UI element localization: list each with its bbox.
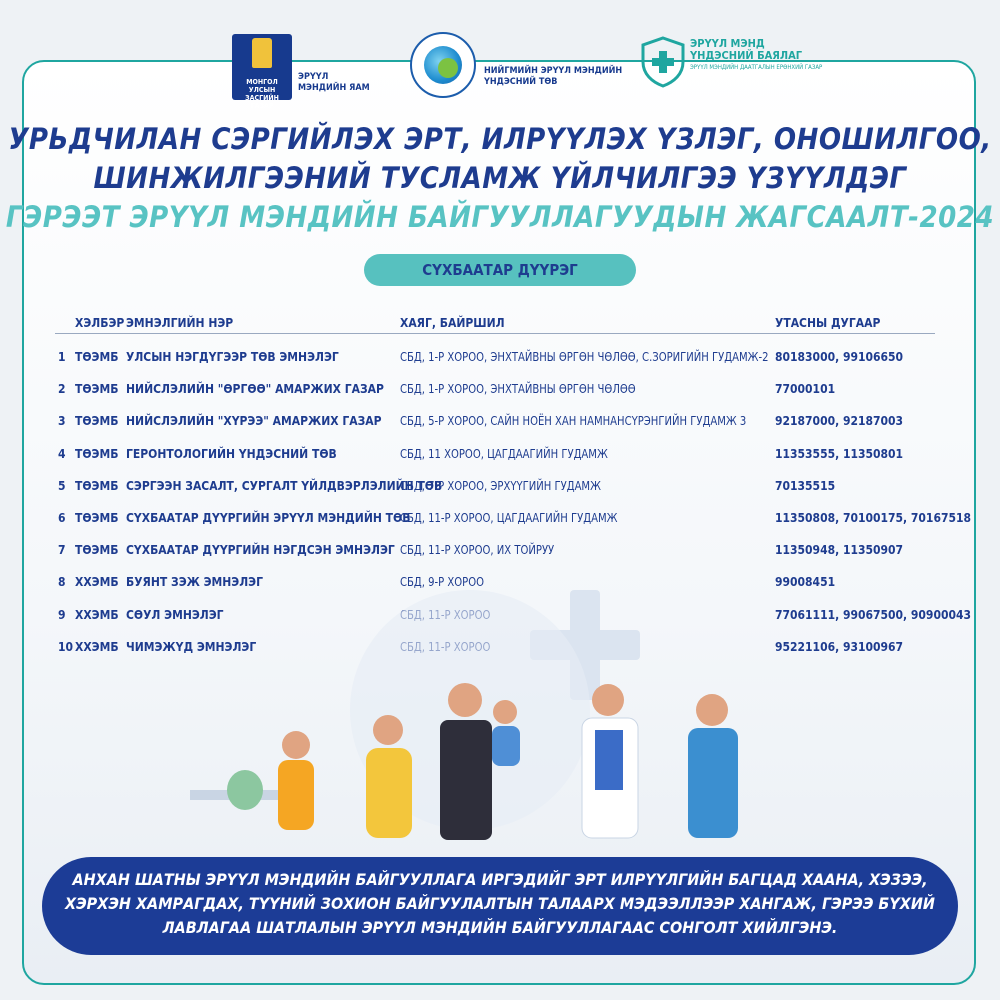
- header-divider: [55, 333, 935, 334]
- row-address: СБД, 11-Р ХОРОО, ИХ ТОЙРУУ: [400, 543, 555, 558]
- insurance-name: [690, 38, 802, 62]
- ministry-name-line1: ЭРҮҮЛ: [298, 72, 329, 82]
- soyombo-emblem-icon: [252, 38, 272, 68]
- row-address: СБД, 11-Р ХОРОО, ЦАГДААГИЙН ГУДАМЖ: [400, 511, 618, 525]
- table-row: [0, 350, 1000, 372]
- row-phone: 11350808, 70100175, 70167518: [775, 511, 971, 525]
- row-address: СБД, 9-Р ХОРОО: [400, 575, 485, 590]
- shield-cross-icon: [640, 36, 686, 88]
- row-number: 2: [58, 382, 66, 397]
- row-address: СБД, 1-Р ХОРОО, ЭНХТАЙВНЫ ӨРГӨН ЧӨЛӨӨ: [400, 382, 636, 397]
- row-number: 7: [58, 543, 66, 558]
- table-row: [0, 447, 1000, 469]
- row-number: 8: [58, 575, 66, 590]
- row-clinic-name: СӨУЛ ЭМНЭЛЭГ: [126, 607, 224, 622]
- header-phone: УТАСНЫ ДУГААР: [775, 316, 881, 330]
- banner-line-3: ЛАВЛАГАА ШАТЛАЛЫН ЭРҮҮЛ МЭНДИЙН БАЙГУУЛЛАГААС СОНГОЛТ ХИЙЛГЭНЭ.: [162, 918, 838, 937]
- ministry-emblem-text: МОНГОЛ УЛСЫН ЗАСГИЙН ГАЗАР: [245, 78, 279, 110]
- row-type: ТӨЭМБ: [75, 478, 119, 493]
- row-type: ТӨЭМБ: [75, 446, 119, 461]
- insurance-subtitle: ЭРҮҮЛ МЭНДИЙН ДААТГАЛЫН ЕРӨНХИЙ ГАЗАР: [690, 64, 823, 71]
- public-health-center-name: [484, 66, 622, 88]
- row-clinic-name: ГЕРОНТОЛОГИЙН ҮНДЭСНИЙ ТӨВ: [126, 446, 337, 461]
- banner-line-1: АНХАН ШАТНЫ ЭРҮҮЛ МЭНДИЙН БАЙГУУЛЛАГА ИРГЭДИЙГ ЭРТ ИЛРҮҮЛГИЙН БАГЦАД ХААНА, ХЭЗЭЭ,: [72, 870, 928, 889]
- leaf-icon: [438, 58, 458, 78]
- row-number: 4: [58, 446, 66, 461]
- row-phone: 11353555, 11350801: [775, 446, 904, 461]
- district-badge: СҮХБААТАР ДҮҮРЭГ: [364, 254, 636, 286]
- header-name: ЭМНЭЛГИЙН НЭР: [126, 316, 234, 330]
- center-name-line2: ҮНДЭСНИЙ ТӨВ: [484, 77, 558, 87]
- row-type: ТӨЭМБ: [75, 414, 119, 429]
- row-phone: 95221106, 93100967: [775, 639, 904, 654]
- row-phone: 77000101: [775, 382, 836, 397]
- ministry-name-line2: МЭНДИЙН ЯАМ: [298, 83, 370, 93]
- row-number: 1: [58, 350, 66, 364]
- banner-line-2: ХЭРХЭН ХАМРАГДАХ, ТҮҮНИЙ ЗОХИОН БАЙГУУЛАЛТЫН ТАЛААРХ МЭДЭЭЛЛЭЭР ХАНГАЖ, ГЭРЭЭ БҮХИЙ: [65, 894, 935, 913]
- table-row: [0, 511, 1000, 533]
- header-type: ХЭЛБЭР: [75, 316, 125, 330]
- table-row: [0, 382, 1000, 404]
- insurance-name-line1: ЭРҮҮЛ МЭНД: [690, 37, 765, 50]
- row-phone: 80183000, 99106650: [775, 350, 904, 364]
- header-address: ХАЯГ, БАЙРШИЛ: [400, 316, 505, 330]
- row-phone: 70135515: [775, 478, 836, 493]
- table-row: [0, 479, 1000, 501]
- banner-text: [60, 868, 940, 940]
- row-number: 6: [58, 511, 66, 525]
- row-type: ТӨЭМБ: [75, 543, 119, 558]
- row-clinic-name: НИЙСЛЭЛИЙН "ӨРГӨӨ" АМАРЖИХ ГАЗАР: [126, 382, 384, 397]
- row-number: 10: [58, 639, 74, 654]
- row-clinic-name: СҮХБААТАР ДҮҮРГИЙН ЭРҮҮЛ МЭНДИЙН ТӨВ: [126, 511, 411, 525]
- row-number: 5: [58, 478, 66, 493]
- logo-bar: [0, 22, 1000, 110]
- row-clinic-name: УЛСЫН НЭГДҮГЭЭР ТӨВ ЭМНЭЛЭГ: [126, 350, 339, 364]
- row-type: ТӨЭМБ: [75, 511, 119, 525]
- row-address: СБД, 5-Р ХОРОО, САЙН НОЁН ХАН НАМНАНСҮРЭНГИЙН ГУДАМЖ 3: [400, 414, 747, 429]
- row-address: СБД, 11 ХОРОО, ЦАГДААГИЙН ГУДАМЖ: [400, 446, 608, 461]
- row-clinic-name: СҮХБААТАР ДҮҮРГИЙН НЭГДСЭН ЭМНЭЛЭГ: [126, 543, 395, 558]
- row-type: ТӨЭМБ: [75, 382, 119, 397]
- row-type: ХХЭМБ: [75, 639, 119, 654]
- row-clinic-name: СЭРГЭЭН ЗАСАЛТ, СУРГАЛТ ҮЙЛДВЭРЛЭЛИЙН ТӨВ: [126, 478, 443, 493]
- row-address: СБД, 7-Р ХОРОО, ЭРХҮҮГИЙН ГУДАМЖ: [400, 478, 601, 493]
- row-clinic-name: БУЯНТ ЗЭЖ ЭМНЭЛЭГ: [126, 575, 263, 590]
- title-line-1: УРЬДЧИЛАН СЭРГИЙЛЭХ ЭРТ, ИЛРҮҮЛЭХ ҮЗЛЭГ, ОНОШИЛГОО,: [8, 122, 992, 156]
- family-doctors-illustration: [0, 560, 1000, 860]
- row-phone: 11350948, 11350907: [775, 543, 904, 558]
- row-number: 3: [58, 414, 66, 429]
- row-clinic-name: НИЙСЛЭЛИЙН "ХҮРЭЭ" АМАРЖИХ ГАЗАР: [126, 414, 382, 429]
- row-type: ТӨЭМБ: [75, 350, 119, 364]
- row-clinic-name: ЧИМЭЖҮД ЭМНЭЛЭГ: [126, 639, 257, 654]
- row-address: СБД, 1-Р ХОРОО, ЭНХТАЙВНЫ ӨРГӨН ЧӨЛӨӨ, С.ЗОРИГИЙН ГУДАМЖ-2: [400, 350, 769, 364]
- table-row: [0, 414, 1000, 436]
- insurance-name-line2: ҮНДЭСНИЙ БАЯЛАГ: [690, 49, 803, 62]
- ministry-name: [298, 72, 370, 94]
- row-number: 9: [58, 607, 66, 622]
- row-type: ХХЭМБ: [75, 607, 119, 622]
- title-line-2: ШИНЖИЛГЭЭНИЙ ТУСЛАМЖ ҮЙЛЧИЛГЭЭ ҮЗҮҮЛДЭГ: [93, 161, 907, 195]
- center-name-line1: НИЙГМИЙН ЭРҮҮЛ МЭНДИЙН: [484, 66, 623, 76]
- row-phone: 92187000, 92187003: [775, 414, 904, 429]
- ministry-emblem-logo: [232, 34, 292, 110]
- public-health-center-logo: [410, 32, 476, 98]
- title-line-3: ГЭРЭЭТ ЭРҮҮЛ МЭНДИЙН БАЙГУУЛЛАГУУДЫН ЖАГСААЛТ-2024: [5, 200, 995, 234]
- row-phone: 99008451: [775, 575, 836, 590]
- row-type: ХХЭМБ: [75, 575, 119, 590]
- row-phone: 77061111, 99067500, 90900043: [775, 607, 971, 622]
